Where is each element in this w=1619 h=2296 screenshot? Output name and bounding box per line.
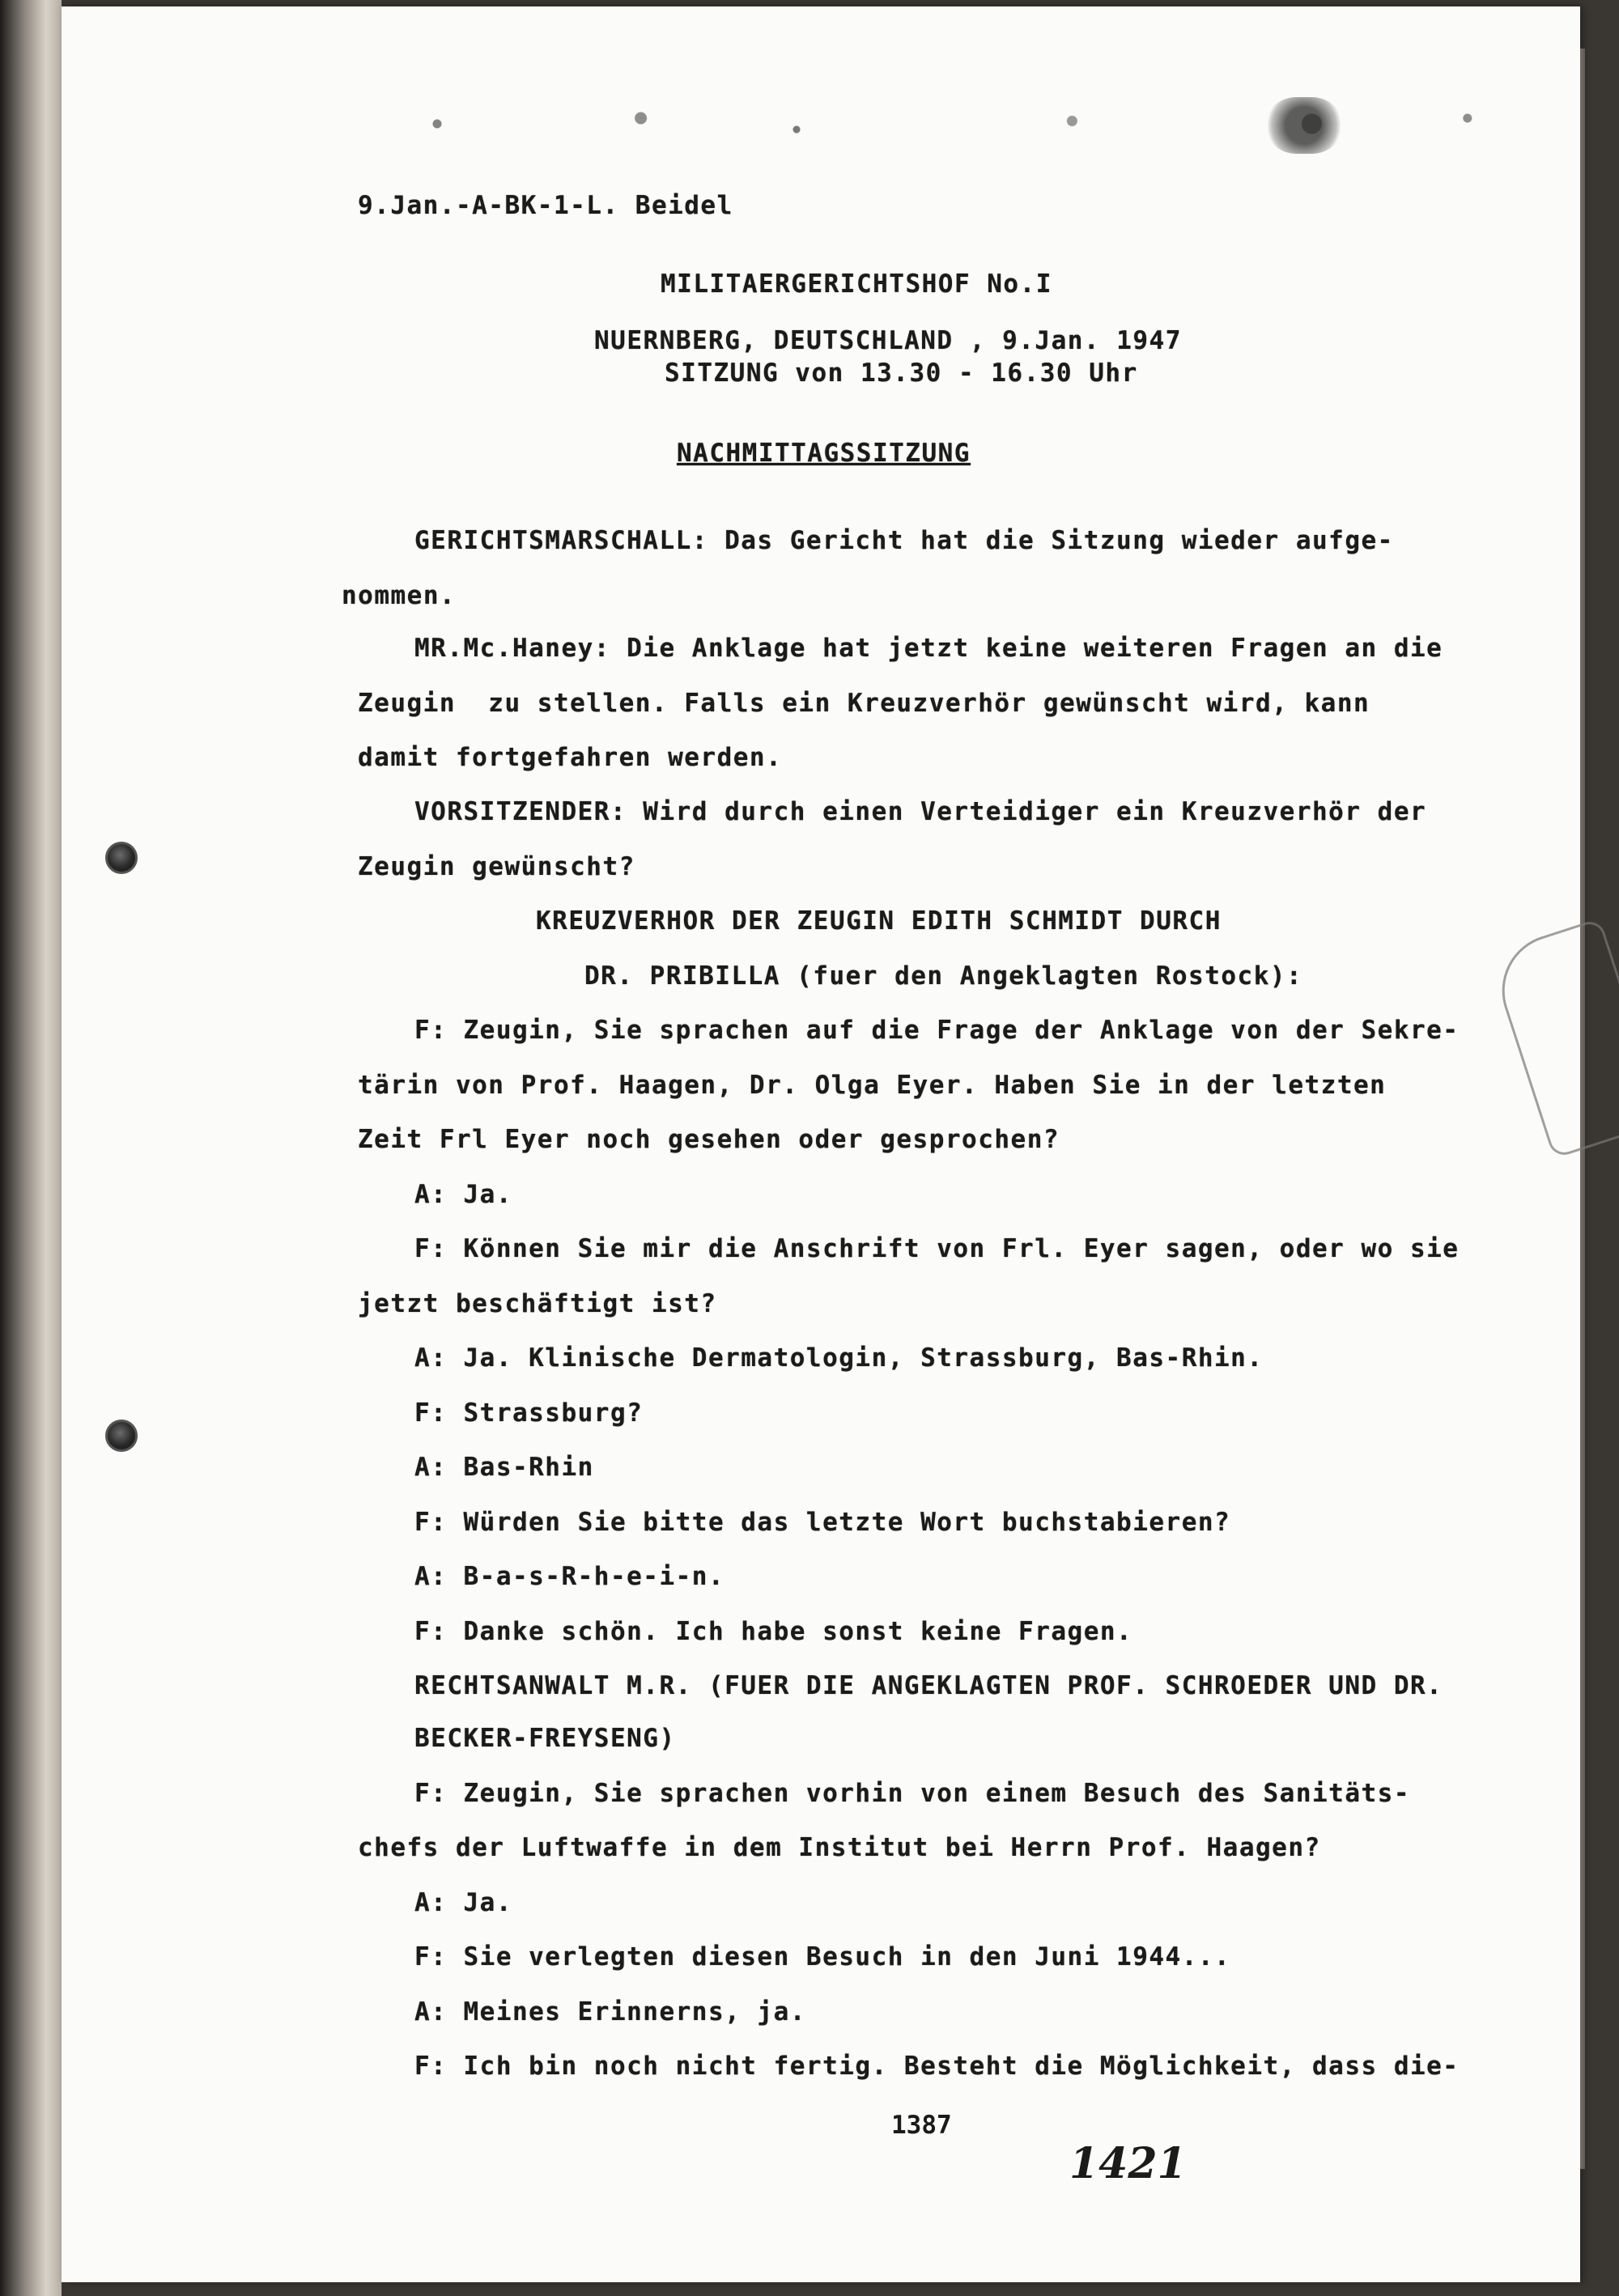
session-title: NACHMITTAGSSITZUNG bbox=[677, 439, 971, 468]
body-line: F: Strassburg? bbox=[414, 1398, 644, 1428]
body-line: F: Sie verlegten diesen Besuch in den Juni 1944... bbox=[414, 1942, 1231, 1971]
cross-exam-heading: KREUZVERHOR DER ZEUGIN EDITH SCHMIDT DURCH bbox=[536, 906, 1222, 936]
smudge-marks bbox=[377, 95, 1575, 152]
body-line: Zeugin zu stellen. Falls ein Kreuzverhör gewünscht wird, kann bbox=[358, 689, 1370, 718]
body-line: MR.Mc.Haney: Die Anklage hat jetzt keine weiteren Fragen an die bbox=[414, 634, 1443, 663]
body-line: RECHTSANWALT M.R. (FUER DIE ANGEKLAGTEN PROF. SCHROEDER UND DR. bbox=[414, 1671, 1443, 1700]
body-line: F: Zeugin, Sie sprachen vorhin von einem Besuch des Sanitäts- bbox=[414, 1779, 1410, 1808]
body-line: Zeit Frl Eyer noch gesehen oder gesprochen? bbox=[358, 1125, 1060, 1154]
cross-exam-heading: DR. PRIBILLA (fuer den Angeklagten Rostock): bbox=[584, 961, 1303, 991]
header-reference: 9.Jan.-A-BK-1-L. Beidel bbox=[358, 191, 733, 220]
body-line: GERICHTSMARSCHALL: Das Gericht hat die Sitzung wieder aufge- bbox=[414, 526, 1394, 555]
body-line: VORSITZENDER: Wird durch einen Verteidiger ein Kreuzverhör der bbox=[414, 797, 1427, 826]
body-line: A: Meines Erinnerns, ja. bbox=[414, 1997, 806, 2027]
body-line: chefs der Luftwaffe in dem Institut bei Herrn Prof. Haagen? bbox=[358, 1833, 1321, 1862]
session-time: SITZUNG von 13.30 - 16.30 Uhr bbox=[665, 359, 1138, 388]
body-line: F: Danke schön. Ich habe sonst keine Fragen. bbox=[414, 1617, 1133, 1646]
body-line: F: Können Sie mir die Anschrift von Frl. Eyer sagen, oder wo sie bbox=[414, 1234, 1460, 1263]
body-line: damit fortgefahren werden. bbox=[358, 743, 783, 772]
body-line: A: B-a-s-R-h-e-i-n. bbox=[414, 1562, 725, 1591]
court-title: MILITAERGERICHTSHOF No.I bbox=[661, 269, 1052, 299]
facing-page-edge bbox=[0, 0, 62, 2296]
location-date: NUERNBERG, DEUTSCHLAND , 9.Jan. 1947 bbox=[594, 326, 1182, 355]
handwritten-page-number: 1421 bbox=[1069, 2139, 1187, 2188]
body-line: A: Ja. bbox=[414, 1180, 512, 1209]
body-line: tärin von Prof. Haagen, Dr. Olga Eyer. Haben Sie in der letzten bbox=[358, 1071, 1387, 1100]
ink-stamp bbox=[1268, 97, 1341, 154]
body-line: A: Ja. bbox=[414, 1888, 512, 1917]
body-line: jetzt beschäftigt ist? bbox=[358, 1289, 717, 1318]
body-line: BECKER-FREYSENG) bbox=[414, 1724, 676, 1753]
punch-hole bbox=[105, 842, 138, 874]
document-page bbox=[62, 6, 1580, 2282]
body-line: A: Bas-Rhin bbox=[414, 1453, 594, 1482]
punch-hole bbox=[105, 1420, 138, 1452]
body-line: F: Ich bin noch nicht fertig. Besteht die Möglichkeit, dass die- bbox=[414, 2052, 1460, 2081]
body-line: F: Zeugin, Sie sprachen auf die Frage der Anklage von der Sekre- bbox=[414, 1016, 1460, 1045]
body-line: nommen. bbox=[342, 581, 457, 610]
body-line: F: Würden Sie bitte das letzte Wort buchstabieren? bbox=[414, 1508, 1231, 1537]
page-number: 1387 bbox=[891, 2111, 952, 2140]
body-line: Zeugin gewünscht? bbox=[358, 852, 635, 881]
body-line: A: Ja. Klinische Dermatologin, Strassburg, Bas-Rhin. bbox=[414, 1343, 1264, 1373]
